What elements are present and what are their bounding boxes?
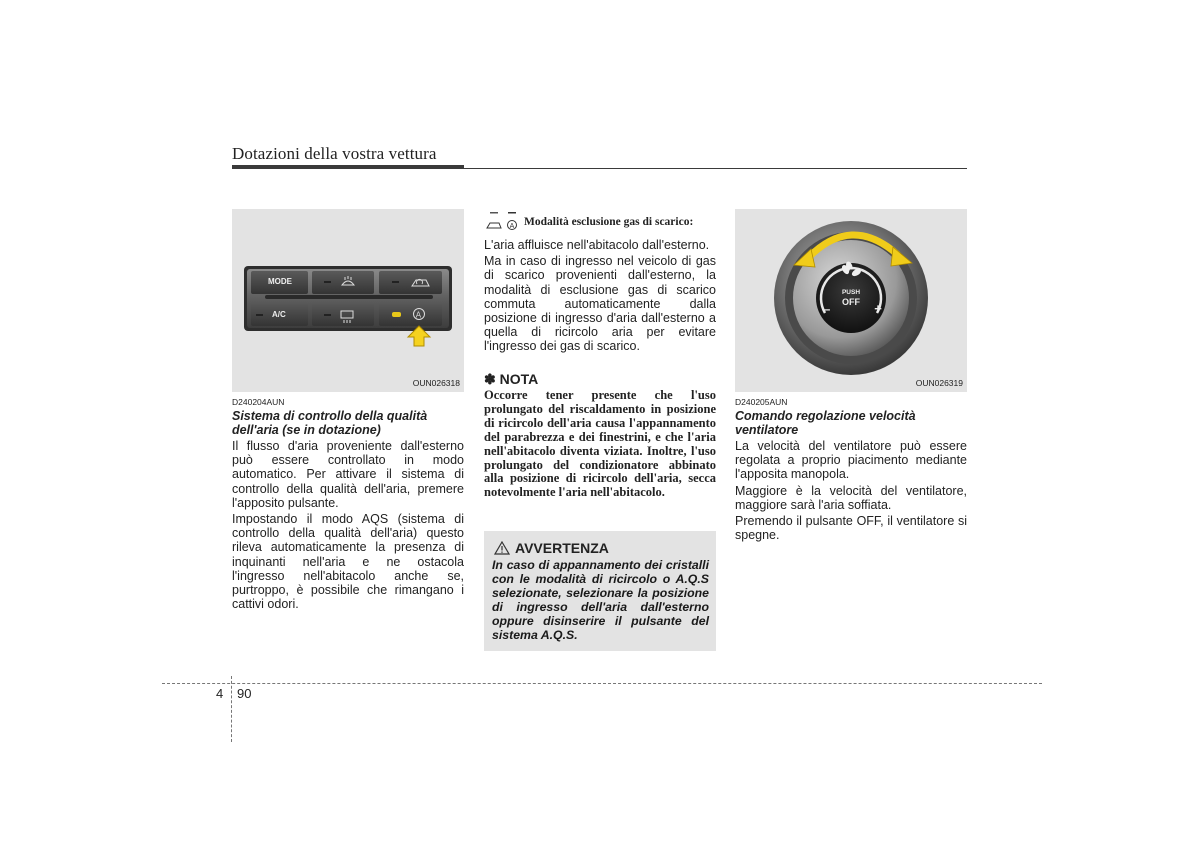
chapter-number: 4 <box>216 686 224 701</box>
right-body <box>735 439 967 544</box>
exhaust-mode-icons <box>484 210 526 232</box>
push-label: PUSH <box>841 289 861 296</box>
warning-triangle-icon <box>494 541 510 555</box>
page-title: Dotazioni della vostra vettura <box>232 144 437 163</box>
left-body <box>232 439 464 613</box>
paragraph: Premendo il pulsante OFF, il ventilatore si spegne. <box>735 514 967 543</box>
reference-code: D240205AUN <box>735 397 788 407</box>
mode-heading: Modalità esclusione gas di scarico: <box>524 216 694 228</box>
plus-label: + <box>874 301 882 316</box>
svg-text:A: A <box>415 310 422 320</box>
footer-divider <box>231 676 232 742</box>
section-subtitle: Sistema di controllo della qualità dell'aria (se in dotazione) <box>232 409 428 437</box>
footer-rule <box>162 683 1042 684</box>
reference-code: D240204AUN <box>232 397 285 407</box>
paragraph: L'aria affluisce nell'abitacolo dall'esterno. <box>484 238 710 252</box>
figure-code: OUN026318 <box>412 378 460 388</box>
climate-control-panel <box>232 209 464 392</box>
recirculation-icon <box>487 223 501 228</box>
nota-text: Occorre tener presente che l'uso prolungato del riscaldamento in posizione di ricircolo dell'aria causa l'appannamento del parabrezza e dei finestrini, e che l'aria nell'abitacolo diventa viziata. Inoltre, l'uso prolungato del condizionatore abbinato alla posizione di ricircolo dell'aria, secca notevolmente l'aria nell'abitacolo. <box>484 388 716 500</box>
section-subtitle: Comando regolazione velocità ventilatore <box>735 409 916 437</box>
nota-heading: ✽ NOTA <box>484 371 539 387</box>
off-label: OFF <box>842 297 860 307</box>
ac-button-label: A/C <box>272 310 286 319</box>
figure-code: OUN026319 <box>915 378 963 388</box>
warning-heading: AVVERTENZA <box>515 540 609 556</box>
aqs-panel-figure <box>232 209 464 392</box>
svg-text:A: A <box>509 223 515 230</box>
warning-box <box>484 531 716 651</box>
paragraph: Impostando il modo AQS (sistema di controllo della qualità dell'aria) questo rileva automaticamente la presenza di inquinanti nell'aria e ne ostacola l'ingresso nell'abitacolo anche se, purtroppo, è possibile che rimangano i cattivi odori. <box>232 512 464 612</box>
warning-text: In caso di appannamento dei cristalli con le modalità di ricircolo o A.Q.S selezionate, selezionare la posizione di ingresso dell'aria dall'esterno oppure disinserire il pulsante del sistema A.Q.S. <box>492 558 709 642</box>
mode-heading-row <box>484 210 716 232</box>
paragraph: Ma in caso di ingresso nel veicolo di gas di scarico provenienti dall'esterno, la modalità di esclusione gas di scarico commuta automaticamente dalla posizione di ingresso d'aria dall'esterno a quella di ricircolo aria per evitare l'ingresso dei gas di scarico. <box>484 254 716 354</box>
header-rule-thin <box>464 168 967 169</box>
paragraph: La velocità del ventilatore può essere regolata a proprio piacimento mediante l'apposita manopola. <box>735 439 967 482</box>
minus-label: – <box>823 302 831 316</box>
middle-body <box>484 238 716 356</box>
page-number: 90 <box>237 686 252 701</box>
header-rule-thick <box>232 165 464 169</box>
fan-knob-figure <box>735 209 967 392</box>
fan-speed-knob <box>735 209 967 392</box>
paragraph: Il flusso d'aria proveniente dall'esterno può essere controllato in modo automatico. Per attivare il sistema di controllo della qualità dell'aria, premere l'apposito pulsante. <box>232 439 464 510</box>
mode-button-label: MODE <box>268 277 292 286</box>
paragraph: Maggiore è la velocità del ventilatore, maggiore sarà l'aria soffiata. <box>735 483 967 512</box>
